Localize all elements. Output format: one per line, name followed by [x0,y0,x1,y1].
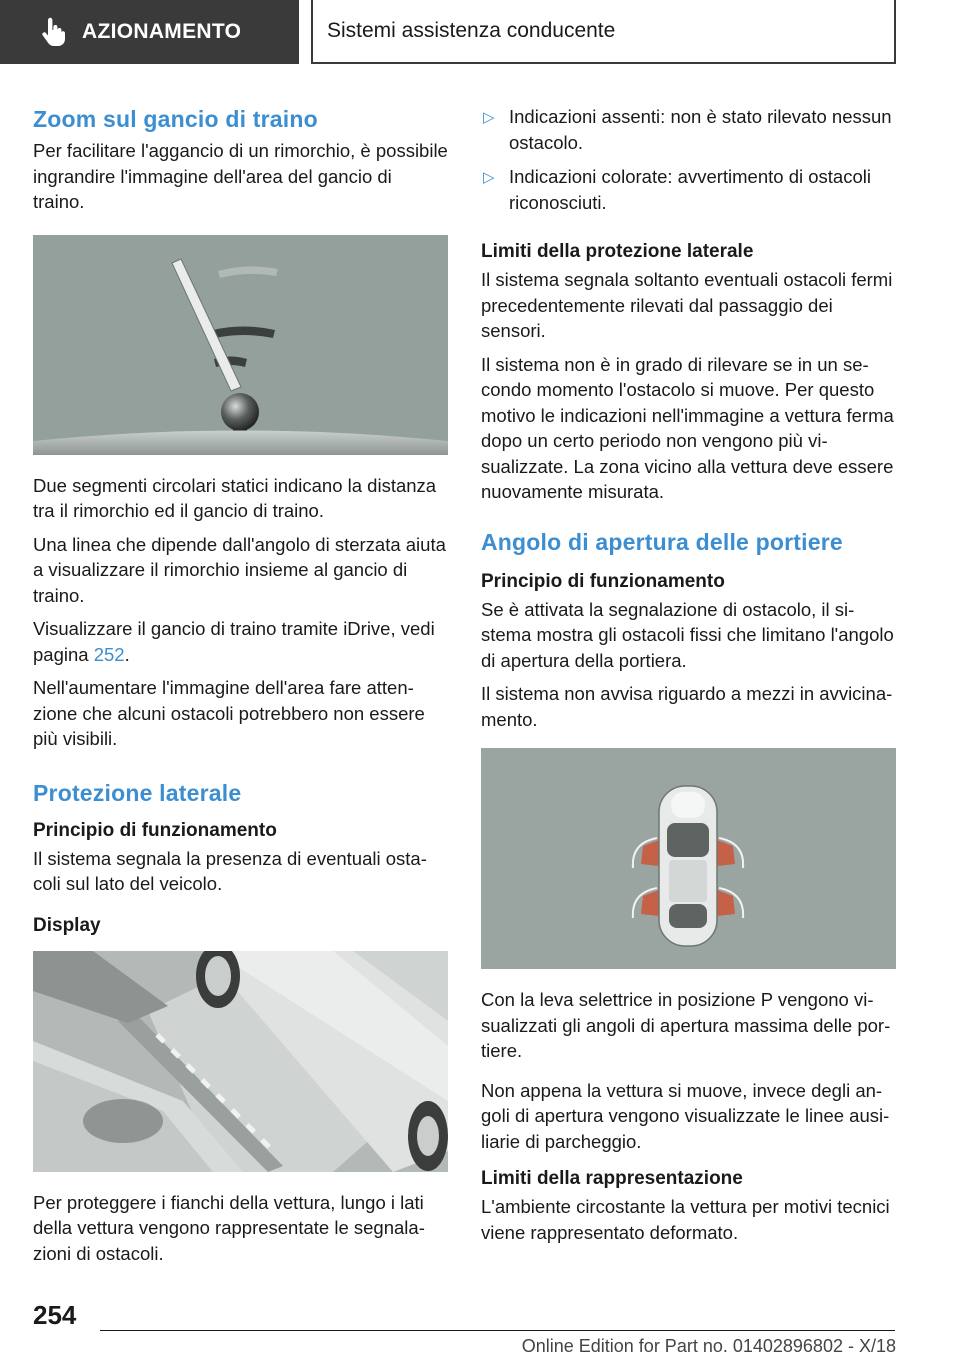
door-angle-image [481,748,896,969]
triangle-bullet-icon: ▷ [483,109,495,126]
triangle-bullet-icon: ▷ [483,169,495,186]
indication-list [481,104,896,215]
chapter-title: Sistemi assistenza conducente [327,19,616,42]
representation-heading: Limiti della rappresentazione [481,1168,743,1189]
left-column [33,104,448,1274]
limits-paragraph-1: Il sistema segnala soltanto eventuali ostacoli fermi precedentemente rilevati dal passaggio dei sensori. [481,269,893,341]
door-paragraph-3: Con la leva selettrice in posizione P vengono visualizzati gli angoli di apertura massima delle portiere. [481,989,891,1061]
zoom-paragraph-3: Una linea che dipende dall'angolo di sterzata aiuta a visualizzare il rimorchio insieme al gancio di traino. [33,533,446,606]
side-principle-heading: Principio di funzionamento [33,819,277,841]
zoom-paragraph-2: Due segmenti circolari statici indicano la distanza tra il rimorchio ed il gancio di traino. [33,474,437,521]
list-item: ▷ Indicazioni colorate: avvertimento di ostacoli riconosciuti. [483,166,871,213]
page-number: 254 [33,1300,77,1330]
door-angle-heading: Angolo di apertura delle portiere [481,528,843,555]
chapter-tab [311,0,896,64]
door-principle-heading: Principio di funzionamento [481,570,725,592]
door-paragraph-2: Il sistema non avvisa riguardo a mezzi in avvicinamento. [481,683,893,730]
tow-hitch-zoom-image [33,235,448,455]
door-paragraph-4: Non appena la vettura si muove, invece degli angoli di apertura vengono visualizzate le linee ausiliarie di parcheggio. [481,1079,890,1152]
zoom-paragraph-4: Visualizzare il gancio di traino tramite iDrive, vedi pagina 252. [33,618,435,665]
section-tab [0,0,299,64]
edition-note: Online Edition for Part no. 01402896802 - X/18 [521,1336,896,1356]
limits-paragraph-2: Il sistema non è in grado di rilevare se in un secondo momento l'ostacolo si muove. Per questo motivo le indicazioni nell'immagine a vettura ferma dopo un certo periodo non vengono più visualizzate. La zona vicino alla vettura deve essere nuovamente misurata. [481,353,894,502]
footer-divider [100,1330,895,1331]
side-protection-image [33,951,448,1172]
side-protection-heading: Protezione laterale [33,779,242,806]
side-paragraph-1: Il sistema segnala la presenza di eventuali ostacoli sul lato del veicolo. [33,847,427,894]
zoom-paragraph-5: Nell'aumentare l'immagine dell'area fare attenzione che alcuni ostacoli potrebbero non essere più visibili. [33,677,425,749]
zoom-paragraph-1: Per facilitare l'aggancio di un rimorchio, è possibile ingrandire l'immagine dell'area del gancio di traino. [33,140,448,212]
section-title: AZIONAMENTO [82,20,242,43]
right-column [481,104,896,1253]
side-paragraph-2: Per proteggere i fianchi della vettura, lungo i lati della vettura vengono rappresentate le segnalazioni di ostacoli. [33,1191,425,1264]
zoom-heading: Zoom sul gancio di traino [33,106,318,132]
page-link-252[interactable]: 252 [93,643,125,665]
display-heading: Display [33,914,101,936]
representation-paragraph-1: L'ambiente circostante la vettura per motivi tecnici viene rappresentato deformato. [481,1196,890,1243]
list-item: ▷ Indicazioni assenti: non è stato rilevato nessun ostacolo. [483,106,892,153]
door-paragraph-1: Se è attivata la segnalazione di ostacolo, il sistema mostra gli ostacoli fissi che limitano l'angolo di apertura della portiera. [481,598,894,671]
hand-pointer-icon [38,17,68,47]
limits-heading: Limiti della protezione laterale [481,241,754,262]
